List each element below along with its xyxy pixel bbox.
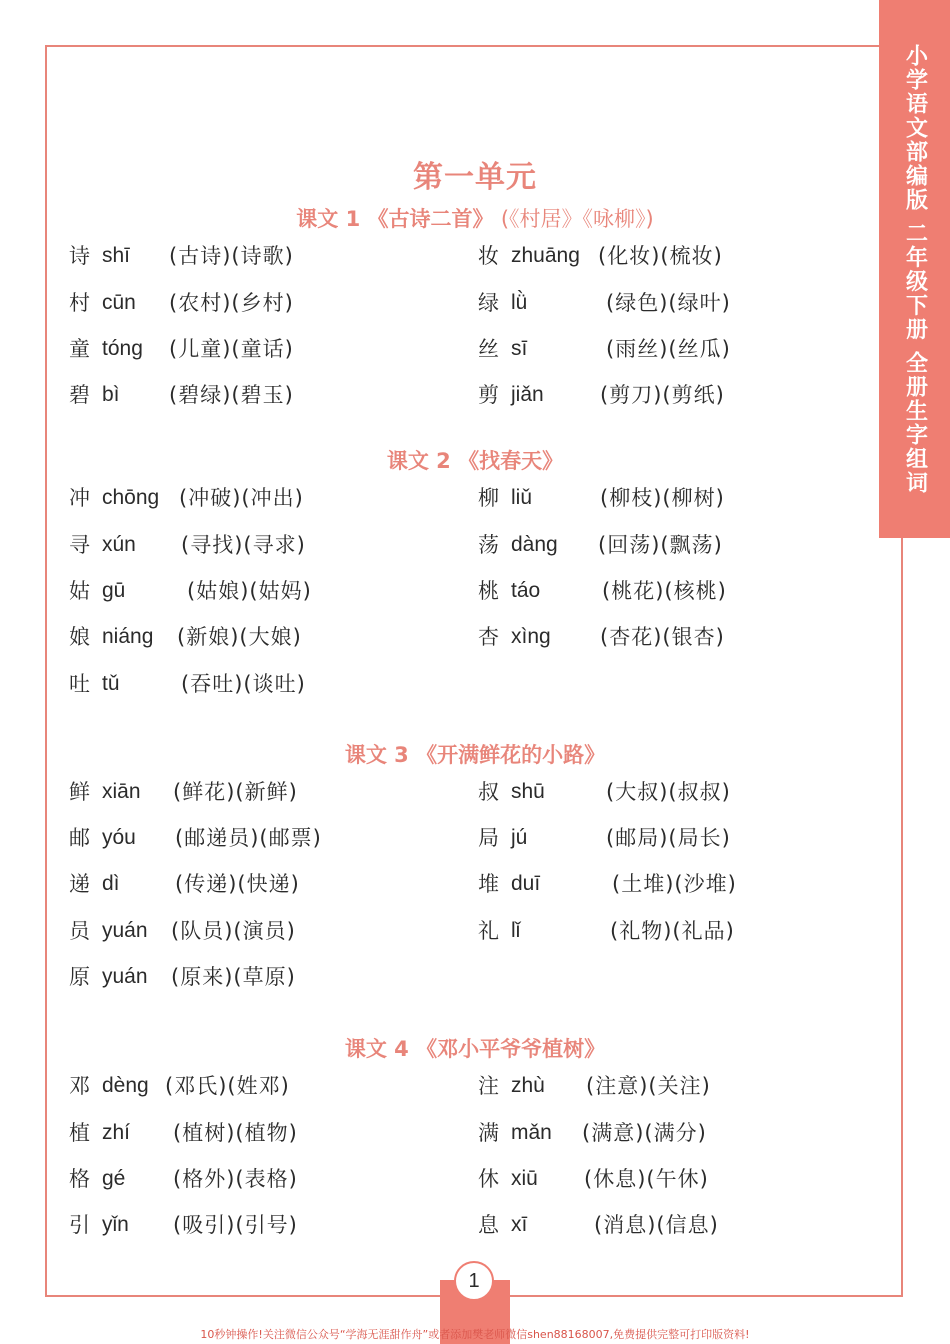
word-list: (鲜花)(新鲜): [173, 780, 298, 804]
char: 满: [478, 1121, 499, 1145]
word-list: (传递)(快递): [175, 872, 300, 896]
char: 堆: [478, 872, 499, 896]
pinyin: gé: [102, 1167, 126, 1190]
char: 童: [69, 337, 90, 361]
char: 荡: [478, 533, 499, 557]
char: 注: [478, 1074, 499, 1098]
pinyin: yuán: [102, 919, 148, 942]
pinyin: dèng: [102, 1074, 149, 1097]
word-list: (杏花)(银杏): [600, 625, 725, 649]
pinyin: xiū: [511, 1167, 538, 1190]
char: 格: [69, 1167, 90, 1191]
char: 娘: [69, 625, 90, 649]
pinyin: xiān: [102, 780, 141, 803]
word-list: (满意)(满分): [582, 1121, 707, 1145]
pinyin: niáng: [102, 625, 154, 648]
char: 冲: [69, 486, 90, 510]
pinyin: táo: [511, 579, 541, 602]
word-list: (桃花)(核桃): [602, 579, 727, 603]
word-list: (原来)(草原): [171, 965, 296, 989]
pinyin: dì: [102, 872, 120, 895]
char: 绿: [478, 291, 499, 315]
pinyin: cūn: [102, 291, 136, 314]
footer-note: 10秒钟操作!关注微信公众号“学海无涯甜作舟”或者添加樊老师微信shen88168007,免费提供完整可打印版资料!: [200, 1328, 750, 1341]
char: 引: [69, 1213, 90, 1237]
lesson-title-text: 课文 1 《古诗二首》: [296, 207, 494, 231]
word-list: (柳枝)(柳树): [600, 486, 725, 510]
word-list: (化妆)(梳妆): [598, 244, 723, 268]
word-list: (邮局)(局长): [606, 826, 731, 850]
char: 姑: [69, 579, 90, 603]
char: 礼: [478, 919, 499, 943]
word-list: (雨丝)(丝瓜): [606, 337, 731, 361]
pinyin: yǐn: [102, 1213, 129, 1236]
char: 诗: [69, 244, 90, 268]
char: 邓: [69, 1074, 90, 1098]
pinyin: dàng: [511, 533, 558, 556]
word-list: (礼物)(礼品): [610, 919, 735, 943]
pinyin: shū: [511, 780, 545, 803]
char: 递: [69, 872, 90, 896]
char: 杏: [478, 625, 499, 649]
pinyin: mǎn: [511, 1121, 552, 1144]
pinyin: zhí: [102, 1121, 131, 1144]
pinyin: zhuāng: [511, 244, 580, 267]
char: 植: [69, 1121, 90, 1145]
pinyin: lǐ: [511, 919, 521, 942]
lesson-subtitle: (《村居》《咏柳》): [500, 207, 654, 231]
page-number: 1: [454, 1261, 494, 1301]
char: 柳: [478, 486, 499, 510]
word-list: (吞吐)(谈吐): [181, 672, 306, 696]
char: 吐: [69, 672, 90, 696]
char: 桃: [478, 579, 499, 603]
word-list: (古诗)(诗歌): [169, 244, 294, 268]
word-list: (剪刀)(剪纸): [600, 383, 725, 407]
pinyin: jiǎn: [511, 383, 544, 406]
pinyin: yóu: [102, 826, 136, 849]
word-list: (土堆)(沙堆): [612, 872, 737, 896]
unit-title: 第一单元: [413, 160, 537, 195]
word-list: (冲破)(冲出): [179, 486, 304, 510]
pinyin: gū: [102, 579, 126, 602]
char: 鲜: [69, 780, 90, 804]
word-list: (邓氏)(姓邓): [165, 1074, 290, 1098]
word-list: (儿童)(童话): [169, 337, 294, 361]
lesson-title-text: 课文 3 《开满鲜花的小路》: [344, 743, 606, 767]
word-list: (绿色)(绿叶): [606, 291, 731, 315]
word-list: (碧绿)(碧玉): [169, 383, 294, 407]
char: 叔: [478, 780, 499, 804]
pinyin: xìng: [511, 625, 551, 648]
lesson-3-title: [0, 739, 950, 769]
lesson-4-title: [0, 1033, 950, 1063]
pinyin: bì: [102, 383, 120, 406]
char: 休: [478, 1167, 499, 1191]
pinyin: tǔ: [102, 672, 120, 695]
word-list: (邮递员)(邮票): [175, 826, 322, 850]
pinyin: lǜ: [511, 291, 528, 314]
pinyin: sī: [511, 337, 528, 360]
char: 寻: [69, 533, 90, 557]
pinyin: tóng: [102, 337, 143, 360]
char: 妆: [478, 244, 499, 268]
lesson-1-title: [0, 203, 950, 233]
lesson-title-text: 课文 4 《邓小平爷爷植树》: [344, 1037, 606, 1061]
word-list: (新娘)(大娘): [177, 625, 302, 649]
lesson-2-title: [0, 445, 950, 475]
pinyin: shī: [102, 244, 131, 267]
word-list: (队员)(演员): [171, 919, 296, 943]
word-list: (吸引)(引号): [173, 1213, 298, 1237]
word-list: (寻找)(寻求): [181, 533, 306, 557]
side-tab-label: 小学语文部编版 二年级下册 全册生字组词: [902, 44, 928, 496]
char: 员: [69, 919, 90, 943]
pinyin: xún: [102, 533, 136, 556]
word-list: (姑娘)(姑妈): [187, 579, 312, 603]
word-list: (休息)(午休): [584, 1167, 709, 1191]
char: 局: [478, 826, 499, 850]
char: 剪: [478, 383, 499, 407]
pinyin: duī: [511, 872, 541, 895]
word-list: (植树)(植物): [173, 1121, 298, 1145]
char: 邮: [69, 826, 90, 850]
word-list: (格外)(表格): [173, 1167, 298, 1191]
char: 村: [69, 291, 90, 315]
word-list: (大叔)(叔叔): [606, 780, 731, 804]
lesson-title-text: 课文 2 《找春天》: [386, 449, 564, 473]
pinyin: liǔ: [511, 486, 533, 509]
pinyin: xī: [511, 1213, 528, 1236]
char: 碧: [69, 383, 90, 407]
pinyin: zhù: [511, 1074, 545, 1097]
char: 丝: [478, 337, 499, 361]
char: 息: [478, 1213, 499, 1237]
pinyin: yuán: [102, 965, 148, 988]
word-list: (消息)(信息): [594, 1213, 719, 1237]
word-list: (农村)(乡村): [169, 291, 294, 315]
pinyin: chōng: [102, 486, 160, 509]
word-list: (回荡)(飘荡): [598, 533, 723, 557]
pinyin: jú: [511, 826, 528, 849]
word-list: (注意)(关注): [586, 1074, 711, 1098]
char: 原: [69, 965, 90, 989]
